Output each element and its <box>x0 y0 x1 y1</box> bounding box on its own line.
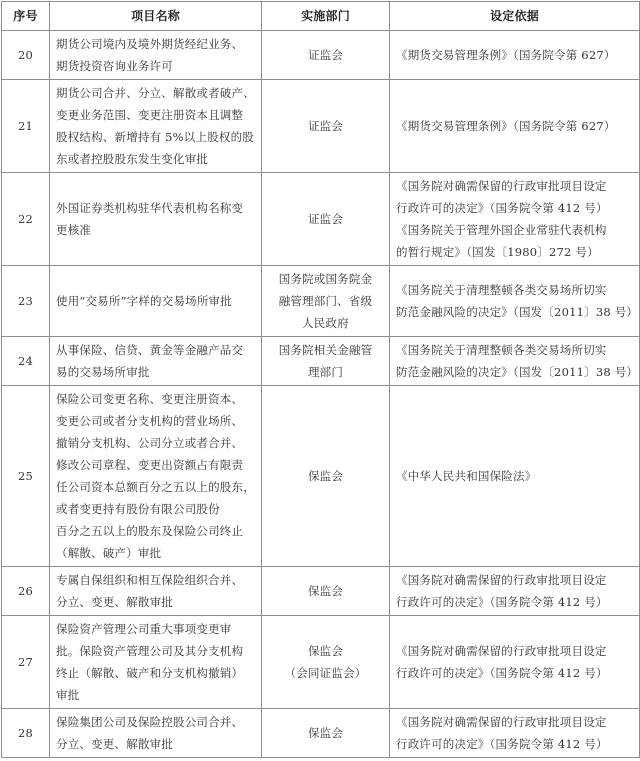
row-legal-basis <box>390 567 640 616</box>
cell-text-line: 《国务院对确需保留的行政审批项目设定 <box>396 644 607 658</box>
cell-text-line: 《国务院对确需保留的行政审批项目设定 <box>396 179 607 193</box>
table-header <box>2 2 640 31</box>
row-item-name <box>50 337 262 386</box>
row-legal-basis <box>390 80 640 173</box>
table-row <box>2 567 640 616</box>
row-legal-basis <box>390 337 640 386</box>
table-row <box>2 709 640 758</box>
table-body <box>2 31 640 758</box>
row-implementing-department <box>262 616 390 709</box>
row-implementing-department <box>262 337 390 386</box>
row-legal-basis <box>390 386 640 567</box>
cell-text-line: 《期货交易管理条例》（国务院令第 627） <box>396 119 616 133</box>
cell-text-line: 保险公司变更名称、变更注册资本、 <box>56 392 244 406</box>
row-item-name <box>50 80 262 173</box>
cell-text-line: 防范金融风险的决定》（国发〔2011〕38 号） <box>396 305 639 319</box>
row-serial-number: 22 <box>2 173 50 266</box>
cell-text-line: 保险集团公司及保险控股公司合并、 <box>56 715 244 729</box>
cell-text-line: 或者变更持有股份有限公司股份 <box>56 502 220 516</box>
cell-text-line: 保监会 <box>307 469 344 483</box>
cell-text-line: 保险资产管理公司重大事项变更审 <box>56 622 232 636</box>
row-item-name <box>50 616 262 709</box>
cell-text-line: 修改公司章程、变更出资额占有限责 <box>56 458 244 472</box>
cell-text-line: 百分之五以上的股东及保险公司终止 <box>56 524 244 538</box>
cell-text-line: 从事保险、信贷、黄金等金融产品交 <box>56 343 244 357</box>
row-item-name <box>50 173 262 266</box>
table-row <box>2 173 640 266</box>
cell-text-line: 行政许可的决定》（国务院令第 412 号） <box>396 737 608 751</box>
cell-text-line: 外国证券类机构驻华代表机构名称变 <box>56 201 244 215</box>
cell-text-line: 融管理部门、省级 <box>278 294 373 308</box>
row-item-name <box>50 709 262 758</box>
cell-text-line: 审批 <box>56 688 80 702</box>
cell-text-line: 保监会 <box>307 644 344 658</box>
cell-text-line: 批。保险资产管理公司及其分支机构 <box>56 644 244 658</box>
header-implementing-department: 实施部门 <box>262 2 390 31</box>
cell-text-line: 期货公司境内及境外期货经纪业务、 <box>56 37 244 51</box>
row-implementing-department <box>262 709 390 758</box>
cell-text-line: 专属自保组织和相互保险组织合并、 <box>56 573 244 587</box>
cell-text-line: 分立、变更、解散审批 <box>56 595 173 609</box>
row-item-name <box>50 386 262 567</box>
row-implementing-department <box>262 31 390 80</box>
cell-text-line: （会同证监会） <box>284 666 367 680</box>
row-serial-number: 20 <box>2 31 50 80</box>
table-row <box>2 266 640 337</box>
row-legal-basis <box>390 616 640 709</box>
row-legal-basis <box>390 266 640 337</box>
row-implementing-department <box>262 173 390 266</box>
cell-text-line: 保监会 <box>307 726 344 740</box>
cell-text-line: 保监会 <box>307 584 344 598</box>
header-item-name: 项目名称 <box>50 2 262 31</box>
cell-text-line: 证监会 <box>307 48 344 62</box>
cell-text-line: 防范金融风险的决定》（国发〔2011〕38 号） <box>396 365 639 379</box>
cell-text-line: 行政许可的决定》（国务院令第 412 号） <box>396 666 608 680</box>
cell-text-line: 期货投资咨询业务许可 <box>56 59 173 73</box>
cell-text-line: 《中华人民共和国保险法》 <box>396 469 537 483</box>
cell-text-line: 《国务院关于清理整顿各类交易场所切实 <box>396 343 607 357</box>
cell-text-line: 证监会 <box>307 119 344 133</box>
row-legal-basis <box>390 173 640 266</box>
cell-text-line: 的暂行规定》（国发〔1980〕272 号） <box>396 245 599 259</box>
cell-text-line: 任公司资本总额百分之五以上的股东， <box>56 480 255 494</box>
cell-text-line: 理部门 <box>307 365 344 379</box>
row-legal-basis <box>390 709 640 758</box>
cell-text-line: 《期货交易管理条例》（国务院令第 627） <box>396 48 616 62</box>
row-serial-number: 26 <box>2 567 50 616</box>
cell-text-line: 易的交易场所审批 <box>56 365 150 379</box>
cell-text-line: 行政许可的决定》（国务院令第 412 号） <box>396 201 608 215</box>
cell-text-line: 变更公司或者分支机构的营业场所、 <box>56 414 244 428</box>
row-implementing-department <box>262 567 390 616</box>
row-implementing-department <box>262 80 390 173</box>
row-serial-number: 23 <box>2 266 50 337</box>
row-serial-number: 25 <box>2 386 50 567</box>
row-serial-number: 27 <box>2 616 50 709</box>
cell-text-line: 证监会 <box>307 212 344 226</box>
cell-text-line: 东或者控股股东发生变化审批 <box>56 152 209 166</box>
cell-text-line: 使用“交易所”字样的交易场所审批 <box>56 294 232 308</box>
approval-items-table <box>1 1 640 758</box>
table-row <box>2 31 640 80</box>
table-row <box>2 616 640 709</box>
cell-text-line: 《国务院关于管理外国企业常驻代表机构 <box>396 223 607 237</box>
row-legal-basis <box>390 31 640 80</box>
header-serial-number: 序号 <box>2 2 50 31</box>
cell-text-line: 国务院或国务院金 <box>278 272 373 286</box>
header-row <box>2 2 640 31</box>
cell-text-line: 撤销分支机构、公司分立或者合并、 <box>56 436 244 450</box>
row-serial-number: 24 <box>2 337 50 386</box>
row-item-name <box>50 266 262 337</box>
cell-text-line: 《国务院对确需保留的行政审批项目设定 <box>396 573 607 587</box>
row-item-name <box>50 567 262 616</box>
cell-text-line: 终止（解散、破产和分支机构撤销） <box>56 666 244 680</box>
cell-text-line: 国务院相关金融管 <box>278 343 373 357</box>
row-serial-number: 28 <box>2 709 50 758</box>
cell-text-line: 变更业务范围、变更注册资本且调整 <box>56 108 244 122</box>
row-item-name <box>50 31 262 80</box>
cell-text-line: 《国务院关于清理整顿各类交易场所切实 <box>396 283 607 297</box>
table-row <box>2 386 640 567</box>
cell-text-line: 行政许可的决定》（国务院令第 412 号） <box>396 595 608 609</box>
cell-text-line: （解散、破产）审批 <box>56 546 162 560</box>
cell-text-line: 人民政府 <box>302 316 349 330</box>
row-implementing-department <box>262 386 390 567</box>
row-implementing-department <box>262 266 390 337</box>
row-serial-number: 21 <box>2 80 50 173</box>
cell-text-line: 更核准 <box>56 223 92 237</box>
cell-text-line: 股权结构、新增持有 5%以上股权的股 <box>56 130 254 144</box>
table-row <box>2 80 640 173</box>
table-row <box>2 337 640 386</box>
header-legal-basis: 设定依据 <box>390 2 640 31</box>
cell-text-line: 《国务院对确需保留的行政审批项目设定 <box>396 715 607 729</box>
cell-text-line: 期货公司合并、分立、解散或者破产、 <box>56 86 255 100</box>
cell-text-line: 分立、变更、解散审批 <box>56 737 173 751</box>
